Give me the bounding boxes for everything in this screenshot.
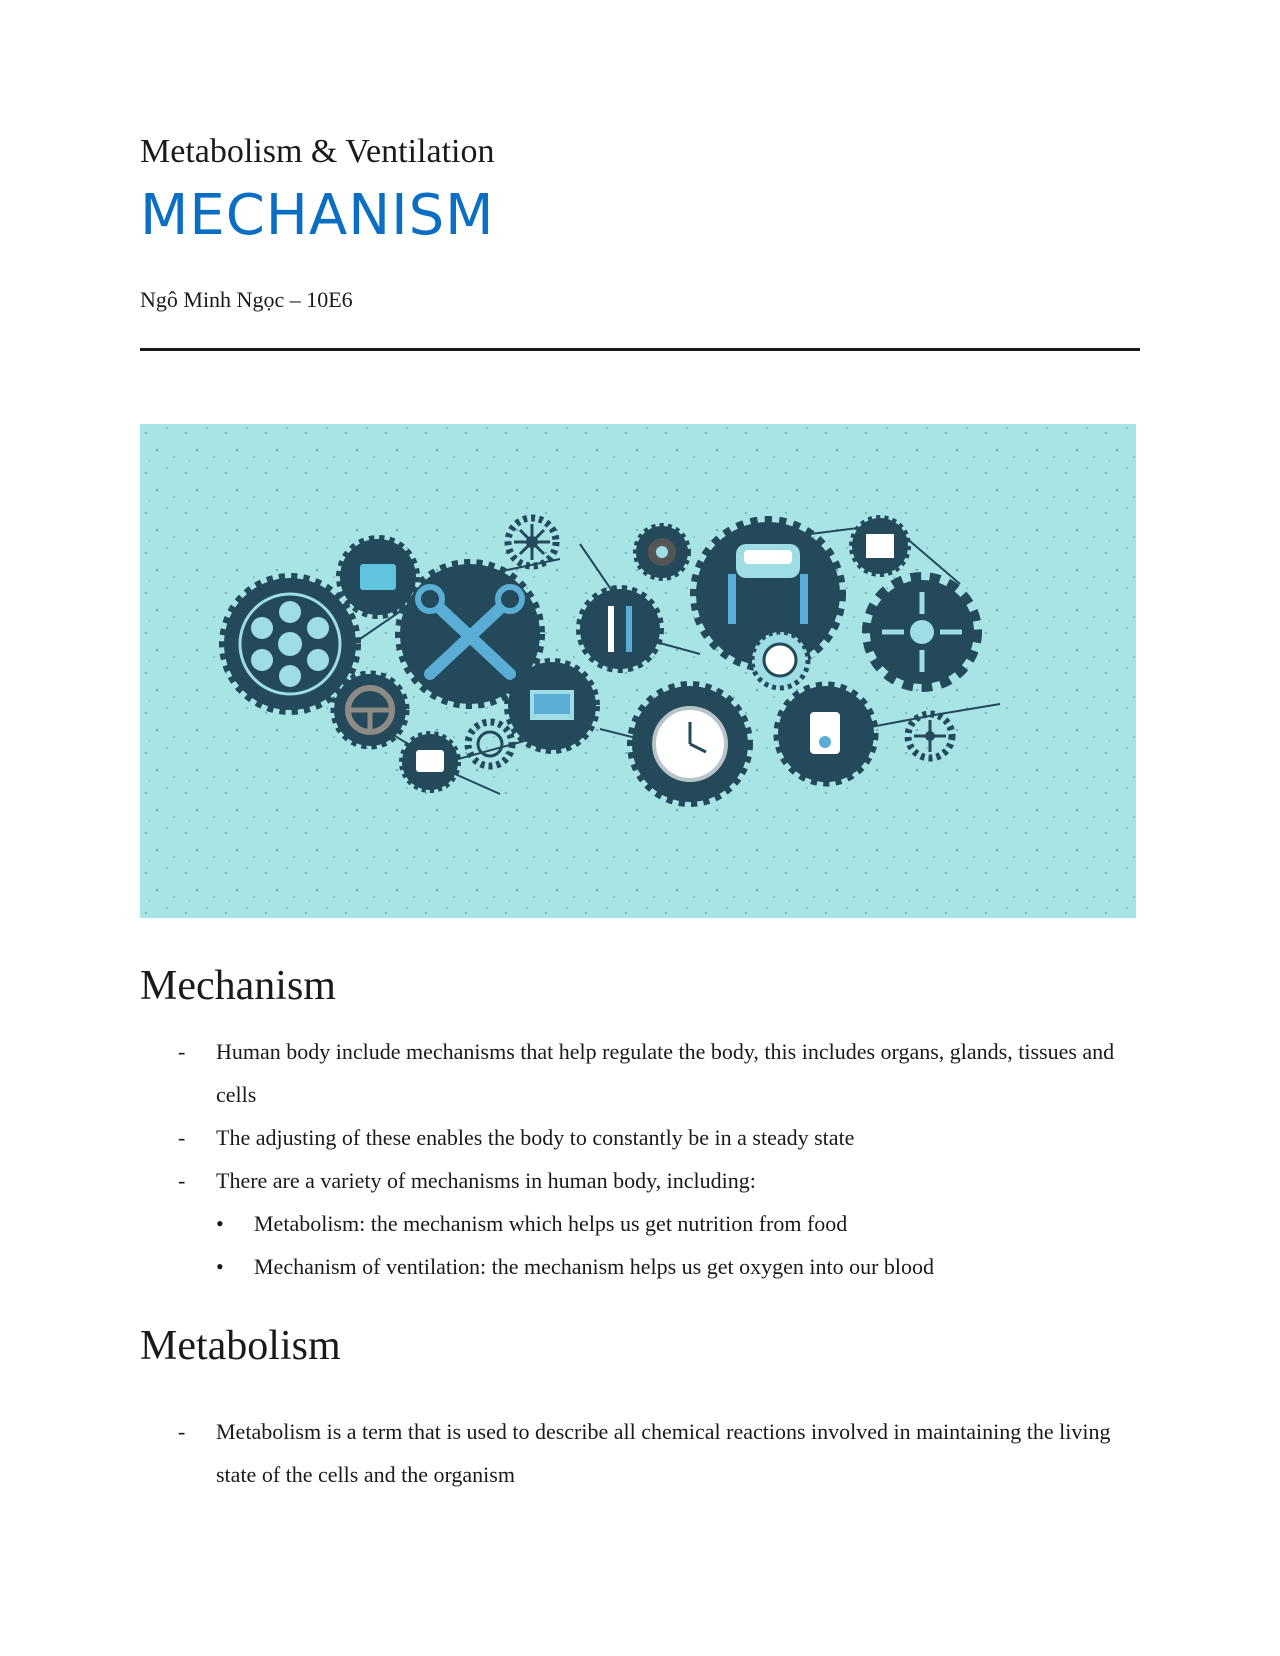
gear-right-icon	[870, 580, 974, 684]
list-item-text: Mechanism of ventilation: the mechanism helps us get oxygen into our blood	[254, 1254, 935, 1279]
mechanism-list	[140, 1030, 1140, 1288]
list-item-text: There are a variety of mechanisms in human body, including:	[216, 1168, 756, 1193]
list-item-text: Metabolism is a term that is used to describe all chemical reactions involved in maintaining the living state of the cells and the organism	[216, 1419, 1111, 1487]
list-item-text: The adjusting of these enables the body to constantly be in a steady state	[216, 1125, 855, 1150]
gearshift-gear-icon	[852, 518, 908, 574]
dash-marker: -	[178, 1168, 186, 1193]
list-item	[140, 1116, 1140, 1159]
section-heading-mechanism: Mechanism	[140, 963, 336, 1009]
dash-marker: -	[178, 1419, 186, 1444]
list-item	[140, 1030, 1140, 1116]
gears-illustration	[140, 424, 1136, 918]
tools-gear-icon	[580, 589, 660, 669]
sub-list-item	[140, 1202, 1140, 1245]
bullet-marker: •	[216, 1211, 224, 1236]
gauge-gear-icon	[632, 686, 748, 802]
sub-list-item	[140, 1245, 1140, 1288]
section-heading-metabolism: Metabolism	[140, 1323, 341, 1369]
author-line: Ngô Minh Ngọc – 10E6	[140, 287, 353, 312]
document-title: MECHANISM	[140, 183, 495, 248]
brake-disc-gear-icon	[752, 632, 808, 688]
tire-gear-icon	[636, 526, 688, 578]
bullet-marker: •	[216, 1254, 224, 1279]
metabolism-list	[140, 1410, 1140, 1496]
document-subtitle: Metabolism & Ventilation	[140, 133, 495, 170]
device-gear-icon	[402, 734, 458, 790]
dash-marker: -	[178, 1039, 186, 1064]
list-item	[140, 1159, 1140, 1202]
oil-bottle-gear-icon	[778, 686, 874, 782]
steering-wheel-gear-icon	[334, 674, 406, 746]
battery-gear-icon	[340, 539, 416, 615]
monitor-gear-icon	[508, 662, 596, 750]
list-item	[140, 1410, 1140, 1496]
list-item-text: Human body include mechanisms that help regulate the body, this includes organs, glands, tissues and cells	[216, 1039, 1115, 1107]
dash-marker: -	[178, 1125, 186, 1150]
list-item-text: Metabolism: the mechanism which helps us get nutrition from food	[254, 1211, 848, 1236]
horizontal-divider	[140, 348, 1140, 351]
